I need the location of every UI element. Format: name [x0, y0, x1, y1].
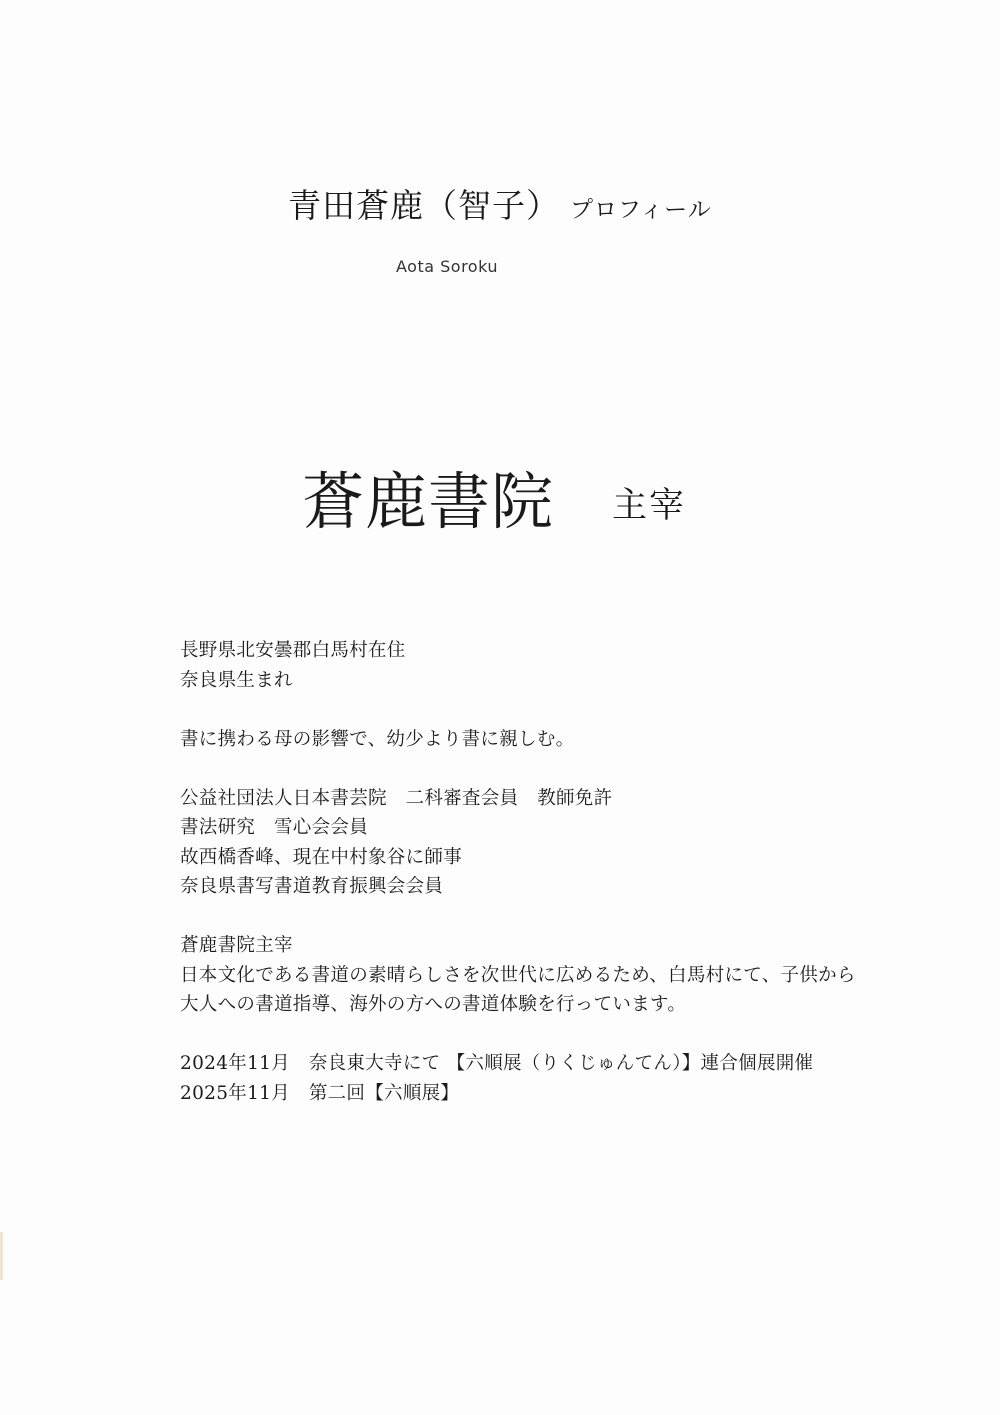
text-line: 蒼鹿書院主宰 [180, 935, 293, 956]
paragraph-exhibitions [180, 1049, 880, 1108]
romanized-name: Aota Soroku [396, 257, 498, 276]
paragraph-credentials [180, 784, 880, 902]
text-line: 2024年11月 奈良東大寺にて 【六順展（りくじゅんてん）】連合個展開催 [180, 1053, 814, 1074]
paper-edge-mark [0, 1232, 3, 1280]
text-line: 日本文化である書道の素晴らしさを次世代に広めるため、白馬村にて、子供から [180, 964, 856, 986]
profile-body [180, 636, 880, 1108]
text-line: 奈良県生まれ [180, 669, 293, 691]
page-title [288, 180, 712, 227]
text-line: 書法研究 雪心会会員 [180, 817, 369, 838]
organization-role: 主宰 [612, 486, 687, 526]
organization-name: 蒼鹿書院 [302, 465, 555, 538]
text-line: 書に携わる母の影響で、幼少より書に親しむ。 [180, 728, 575, 750]
paragraph-residence [180, 636, 880, 695]
text-line: 2025年11月 第二回【六順展】 [180, 1082, 460, 1104]
text-line: 長野県北安曇郡白馬村在住 [180, 640, 406, 661]
paragraph-activities [180, 931, 880, 1020]
person-name: 青田蒼鹿（智子） [288, 186, 560, 225]
organization-heading [302, 452, 686, 541]
profile-label: プロフィール [570, 197, 712, 223]
text-line: 大人への書道指導、海外の方への書道体験を行っています。 [180, 994, 687, 1015]
text-line: 故西橋香峰、現在中村象谷に師事 [180, 846, 463, 868]
text-line: 公益社団法人日本書芸院 二科審査会員 教師免許 [180, 787, 613, 809]
text-line: 奈良県書写書道教育振興会会員 [180, 876, 444, 897]
paragraph-background [180, 725, 880, 755]
